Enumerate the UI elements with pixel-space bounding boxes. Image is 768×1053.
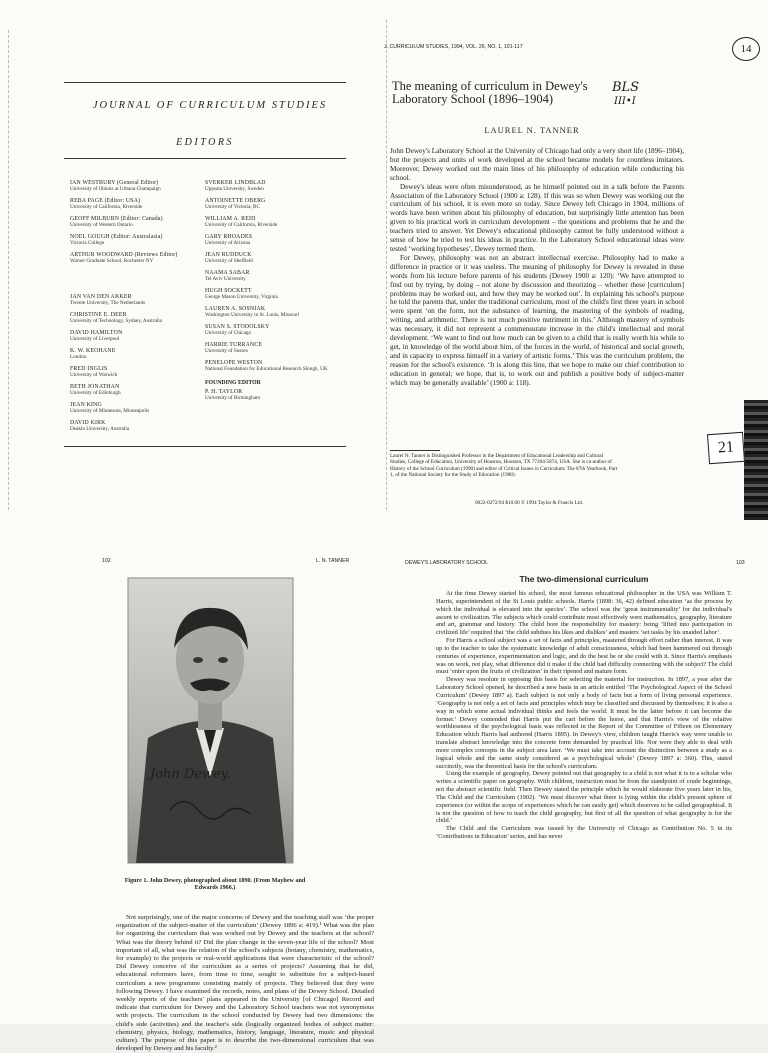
editor-entry [205,270,345,282]
page-number: 103 [736,560,745,566]
editor-affiliation: National Foundation for Educational Research Slough, UK [205,366,328,372]
top-rule [64,82,346,83]
editor-entry [70,330,220,342]
editor-name: WILLIAM A. REID [205,216,256,222]
editor-entry [70,234,220,246]
scan-edge-artifact [744,400,768,520]
journal-title: JOURNAL OF CURRICULUM STUDIES [92,100,328,111]
editor-name: FRED INGLIS [70,366,108,372]
editor-affiliation: Victoria College [70,240,105,246]
editor-entry [205,306,345,318]
editor-name: ANTOINETTE OBERG [205,198,266,204]
article-author: LAUREL N. TANNER [484,125,580,135]
article-body [436,590,732,841]
editor-entry [70,294,220,306]
editor-entry [205,252,345,264]
paragraph: The Child and the Curriculum was issued by the University of Chicago as Contribution No. 5 in its ‘Contributions in Education’ series, and has never [436,825,732,841]
editor-name: REBA PAGE (Editor: USA) [70,198,141,204]
editor-name: JEAN RUDDUCK [205,252,252,258]
editor-affiliation: Deakin University, Australia [70,426,130,432]
editor-affiliation: University of Victoria, BC [205,204,260,210]
figure-caption: Figure 1. John Dewey, photographed about 1890. (From Mayhew and Edwards 1966.) [124,878,306,892]
portrait-image [128,578,293,863]
editors-left-column [70,180,220,438]
article-title: The meaning of curriculum in Dewey's Laboratory School (1896–1904) [392,79,588,106]
bottom-rule [64,446,346,447]
editors-page [0,0,384,522]
editor-entry [70,348,220,360]
editor-affiliation: University of Technology, Sydney, Australia [70,318,162,324]
scan-margin-marks [8,30,12,510]
editor-name: IAN WESTBURY (General Editor) [70,180,159,186]
editor-name: DAVID HAMILTON [70,330,123,336]
author-footnote: Laurel N. Tanner is Distinguished Professor in the Department of Educational Leadership and Cultural Studies, College of Education, University of Houston, Houston, TX 77204-5874, USA. She is co-author of History of the School Curriculum (1990) and editor of Critical Issues in Curriculum: The 87th Yearbook, Part 1, of the National Society for the Study of Education (1988). [390,453,618,479]
paragraph: At the time Dewey started his school, the most famous educational philosopher in the USA was William T. Harris, superintendent of the St Louis public schools. Harris (1898: 36, 42) defined education ‘as the process by which the individual is elevated into the species’. The school was the ‘great instrumentality’ for the individual's ascent to civilization. The subjects which could contribute most effectively were mathematics, geography, literature and art, grammar and history. The child bore the responsibility for mastery: being ‘lifted into participation in civilized life’ required that ‘the child subdues his likes and dislikes’ and masters ‘set tasks by his unaided labor’. [436,590,732,637]
paragraph: Dewey was resolute in opposing this basis for selecting the material for instruction. In 1897, a year after the Laboratory School opened, he described a new basis in an article entitled ‘The Psychological Aspect of the School Curriculum’ (Dewey 1897 a). Each subject is not only a body of facts but a form of living personal experience. ‘Geography is not only a set of facts and principles which may be classified and discussed by themselves; it is also a way in which some actual individual thinks and feels the world. It must be the latter before it can become the former.’ Dewey contended that Harris put the cart before the horse, and that Harris's view of the relative worthlessness of the psychological basis was reflected in the Report of the Committee of Fifteen on Elementary Education which Harris had authored (Harris 1895). In Dewey's view, children taught Harris's way were unable to translate abstract knowledge into the concrete form demanded by practical life. Nor were they able to deal with more complex concepts in the subject area later. ‘We must take into account the distinction between a study as a logical whole and the same study considered as a psychological whole’ (Dewey 1897 a: 360). This, stated succinctly, was the theoretical basis for the school's curriculum. [436,676,732,770]
paragraph: Not surprisingly, one of the major concerns of Dewey and the teaching staff was ‘the proper organization of the subject-matter of the curriculum’ (Dewey 1896 a: 419).¹ What was the plan for organizing the curriculum that was worked out by Dewey and the teachers at the school? What was the theory behind it? Did the plan change in the seven-year life of the school? Most important of all, what was the relation of the school's subjects (botany, chemistry, mathematics, for example) to the projects or real-world applications that were characteristic of the school? Did Dewey conceive of the curriculum as a series of projects? Assuming that he did, educational reformers have, from time to time, sought to substitute for a subject-based curriculum a new programme consisting mainly of projects. They believed that they were following Dewey. I have examined the records, notes, and plans of the Dewey School. Detailed weekly reports of the teachers' plans appeared in the University [of Chicago] Record and indicate that curriculum for Dewey and the Laboratory School teachers was not synonymous with projects. The curriculum in the school conducted by Dewey had two dimensions: the child's side (activities) and the teacher's side (logically organized bodies of subject matter: chemistry, physics, biology, mathematics, history, language, literature, music and physical culture). The purpose of this paper is to describe the two-dimensional curriculum that was developed by Dewey and his faculty.² [116,914,374,1053]
editor-name: SVERKER LINDBLAD [205,180,266,186]
editor-affiliation: University of California, Riverside [205,222,278,228]
editor-name: NAAMA SABAR [205,270,250,276]
editor-entry [205,342,345,354]
editor-name: ARTHUR WOODWARD (Reviews Editor) [70,252,178,258]
running-header: DEWEY'S LABORATORY SCHOOL [405,560,489,566]
paragraph: Using the example of geography, Dewey pointed out that geography to a child is not what it is to a scholar who writes a scientific paper on geography. With children, instruction must be from the standpoint of crude beginnings, not the abstract scientific field. Then Dewey stated the principle which he would elaborate five years later in his, The Child and the Curriculum (1902). ‘We must discover what there is lying within the child's present sphere of experience (or within the scope of experiences which he can easily get) which deserves to be called geographical. It is not the question of how to teach the child geography, but first of all the question of what geography is for the child.’ [436,770,732,825]
editor-affiliation: University of Liverpool [70,336,120,342]
article-first-page [384,0,768,522]
paragraph: For Dewey, philosophy was not an abstract intellectual exercise. Philosophy had to make a difference in practice or it was useless. The meaning of philosophy for Dewey is revealed in these words from his lecture before parents of his students (Dewey 1900 a: 120): ‘We have attempted to find out by trying, by doing – not alone by discussion and theorizing – whether these [curriculum] problems may be worked out, and how they may be worked out’. In explaining his school's purpose he told the parents that, under the traditional curriculum, most of the child's first three years in school were spent ‘on the form, not the substance of learning, the mastering of the symbols of reading, writing, and arithmetic. There is not much positive nutriment in this.’ Although mastery of symbols was necessary, it did not represent a commensurate increase in the child's intellectual and moral development. ‘We want to find out how much can be given to a child that is really worth his while to get, in knowledge of the world about him, of the forces in the world, of historical and social growth, and in capacity to express himself in a variety of artistic forms.’ This was the curriculum problem, the reason for the school's existence. ‘It is along this line, that we hope to make our chief contribution to education in general; we hope, that is, to work out and publish a positive body of subject-matter which may be generally available’ (1900 a: 118). [390,253,684,387]
editor-name: NOEL GOUGH (Editor: Australasia) [70,234,163,240]
editor-name: P. H. TAYLOR [205,389,243,395]
boxed-page-marker: 21 [707,432,745,464]
editor-affiliation: Warner Graduate School, Rochester NY [70,258,154,264]
editor-entry [70,180,220,192]
editor-entry [205,234,345,246]
handwritten-annotation: III•I [614,96,636,107]
editor-affiliation: University of Birmingham [205,395,261,401]
editor-affiliation: Washington University in St. Louis, Missouri [205,312,300,318]
editor-affiliation: University of Edinburgh [70,390,121,396]
editor-affiliation: University of Chicago [205,330,252,336]
founding-editor [205,389,345,401]
editor-entry [70,216,220,228]
editor-affiliation: Twente University, The Netherlands [70,300,145,306]
founding-editor-label: FOUNDING EDITOR [205,380,261,386]
editor-name: BETH JONATHAN [70,384,120,390]
dewey-photograph [128,578,293,863]
editor-affiliation: George Mason University, Virginia [205,294,278,300]
editor-affiliation: Tel Aviv University [205,276,246,282]
editor-name: DAVID KIRK [70,420,106,426]
editor-entry [70,198,220,210]
circled-page-marker: 14 [732,37,760,61]
editor-entry [70,252,220,264]
editor-entry [205,360,345,372]
editor-name: SUSAN S. STODOLSKY [205,324,270,330]
paragraph: John Dewey's Laboratory School at the University of Chicago had only a very short life (1896–1904), but the projects and units of work developed at the school became models for countless imitators. Moreover, Dewey worked out the main lines of his philosophy of education while conducting his school. [390,147,684,182]
running-header: L. N. TANNER [316,558,350,564]
editor-name: GEOFF MILBURN (Editor: Canada) [70,216,163,222]
editor-name: GARY RHOADES [205,234,253,240]
article-body [116,914,374,1053]
editor-affiliation: University of Illinois at Urbana-Champaign [70,186,161,192]
editor-name: CHRISTINE E. DEER [70,312,127,318]
copyright-line: 0022-0272/94 $10.00 © 1994 Taylor & Francis Ltd. [475,500,583,506]
editor-entry [70,420,220,432]
editor-entry [70,402,220,414]
editor-name: JEAN KING [70,402,102,408]
editor-entry [205,180,345,192]
editor-affiliation: University of Sussex [205,348,249,354]
editor-entry [205,288,345,300]
editors-rule [64,158,346,159]
editor-affiliation: London [70,354,87,360]
editor-entry [70,312,220,324]
editor-entry [205,324,345,336]
editors-right-column [205,180,345,407]
editor-name: LAUREN A. SOSNIAK [205,306,266,312]
editor-entry [205,216,345,228]
editor-affiliation: University of Warwick [70,372,118,378]
editor-affiliation: University of Western Ontario [70,222,133,228]
editor-entry [70,384,220,396]
paragraph: Dewey's ideas were often misunderstood, as he himself pointed out in a talk before the Parents Association of the Laboratory School (1900 a: 128). If this was so when Dewey was working out the curriculum of his school, it is even more so today. Since Dewey left Chicago in 1904, millions of words have been written about his philosophy of education, but surprisingly little attention has been given to his practical work in curriculum development – the questions and problems that he and the teachers tried to answer. Yet Dewey's educational philosophy cannot be fully understood without a sense of how he tried to test his ideas in practice. In the Laboratory School educational ideas were tested ‘working hypotheses’, Dewey termed them. [390,182,684,253]
editor-name: HARRIE TURRANCE [205,342,263,348]
editor-name: JAN VAN DEN AKKER [70,294,132,300]
figure-page [0,522,384,1053]
editor-name: K. W. KEOHANE [70,348,116,354]
editor-affiliation: University of Sheffield [205,258,253,264]
dewey-signature: John Dewey. [150,767,231,782]
footnote-rule [390,450,440,451]
editor-affiliation: University of Arizona [205,240,251,246]
paragraph: For Harris a school subject was a set of facts and principles, mastered through effort rather than interest. It was up to the teacher to take the systematic knowledge of adult consciousness, which had been hammered out through centuries of experience, experimentation and logic, and do the best he or she could with it. Since Harris's emphasis was on work, not play, what difference did it make if the child had difficulty connecting with the subject? The child must ‘enter upon the fruits of civilization’ in their ripened and mature form. [436,637,732,676]
editor-entry [205,198,345,210]
editor-affiliation: Uppsala University, Sweden [205,186,264,192]
running-header-text: J. CURRICULUM STUDIES, 1994, VOL. 26, NO. 1, 101-117 [384,44,523,50]
running-header [384,44,724,50]
editor-name: PENELOPE WESTON [205,360,263,366]
section-title: The two-dimensional curriculum [519,574,649,584]
editor-affiliation: University of Minnesota, Minneapolis [70,408,150,414]
editors-heading: EDITORS [176,137,234,148]
article-page-103 [384,522,768,1024]
page-number: 102 [102,558,111,564]
handwritten-annotation: BLS [612,80,640,95]
article-body [390,147,684,387]
editor-entry [70,366,220,378]
editor-name: HUGH SOCKETT [205,288,252,294]
editor-affiliation: University of California, Riverside [70,204,143,210]
